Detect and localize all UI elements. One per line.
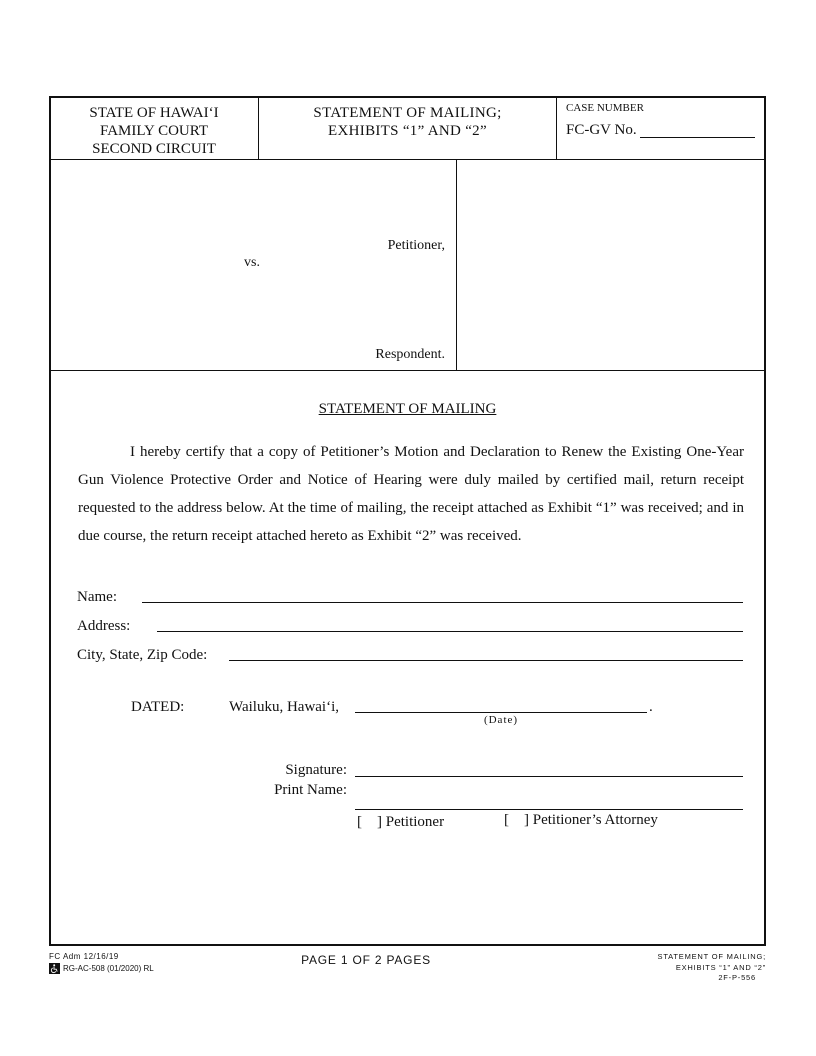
city-state-zip-field[interactable] <box>229 660 743 661</box>
form-code: RG-AC-508 (01/2020) RL <box>63 964 154 973</box>
city-state-zip-label: City, State, Zip Code: <box>77 647 208 663</box>
certification-paragraph <box>78 438 744 550</box>
footer-title-2: EXHIBITS “1” AND “2” <box>675 962 766 972</box>
date-period: . <box>649 699 653 715</box>
form-date: FC Adm 12/16/19 <box>49 952 119 961</box>
case-number-field[interactable] <box>640 137 755 138</box>
court-circuit: SECOND CIRCUIT <box>92 141 216 157</box>
header-col-divider-2 <box>556 97 557 159</box>
accessibility-icon <box>49 963 60 974</box>
print-name-label: Print Name: <box>274 782 347 798</box>
signature-label: Signature: <box>285 762 347 778</box>
caption-divider <box>49 370 766 371</box>
court-name: FAMILY COURT <box>99 123 209 139</box>
vs-label: vs. <box>244 255 260 270</box>
title-line-2: EXHIBITS “1” AND “2” <box>328 123 487 139</box>
respondent-label: Respondent. <box>375 347 445 362</box>
court-state: STATE OF HAWAIʻI <box>89 105 219 121</box>
name-field[interactable] <box>142 602 743 603</box>
document-title <box>259 104 556 140</box>
dated-label: DATED: <box>131 699 185 715</box>
attorney-checkbox[interactable]: [ ] Petitioner’s Attorney <box>504 812 658 828</box>
caption-col-divider <box>456 159 457 370</box>
address-field[interactable] <box>157 631 743 632</box>
case-number-prefix: FC-GV No. <box>566 122 637 138</box>
form-code-block <box>49 963 154 974</box>
dated-place: Wailuku, Hawaiʻi, <box>229 699 340 715</box>
certification-text: I hereby certify that a copy of Petitioner’s Motion and Declaration to Renew the Existing One-Year Gun Violence Protective Order and Notice of Hearing were duly mailed by certified mail, return receipt requested to the address below. At the time of mailing, the receipt attached as Exhibit “1” was received; and in due course, the return receipt attached hereto as Exhibit “2” was received. <box>78 444 744 544</box>
footer-form-number: 2F-P-556 <box>718 973 756 982</box>
page-number: PAGE 1 OF 2 PAGES <box>301 953 431 967</box>
title-line-1: STATEMENT OF MAILING; <box>313 105 502 121</box>
address-label: Address: <box>77 618 131 634</box>
petitioner-checkbox[interactable]: [ ] Petitioner <box>357 814 445 830</box>
name-label: Name: <box>77 589 117 605</box>
header-divider <box>49 159 766 160</box>
footer-right-block <box>566 952 766 984</box>
section-title <box>49 401 766 418</box>
court-block <box>50 104 258 158</box>
section-title-text: STATEMENT OF MAILING <box>318 401 497 417</box>
date-caption: (Date) <box>483 714 519 726</box>
case-number-label: CASE NUMBER <box>566 102 644 114</box>
date-field[interactable] <box>355 712 647 713</box>
footer-title-1: STATEMENT OF MAILING; <box>657 952 766 961</box>
signature-field[interactable] <box>355 776 743 777</box>
print-name-field[interactable] <box>355 809 743 810</box>
petitioner-label: Petitioner, <box>387 238 445 253</box>
